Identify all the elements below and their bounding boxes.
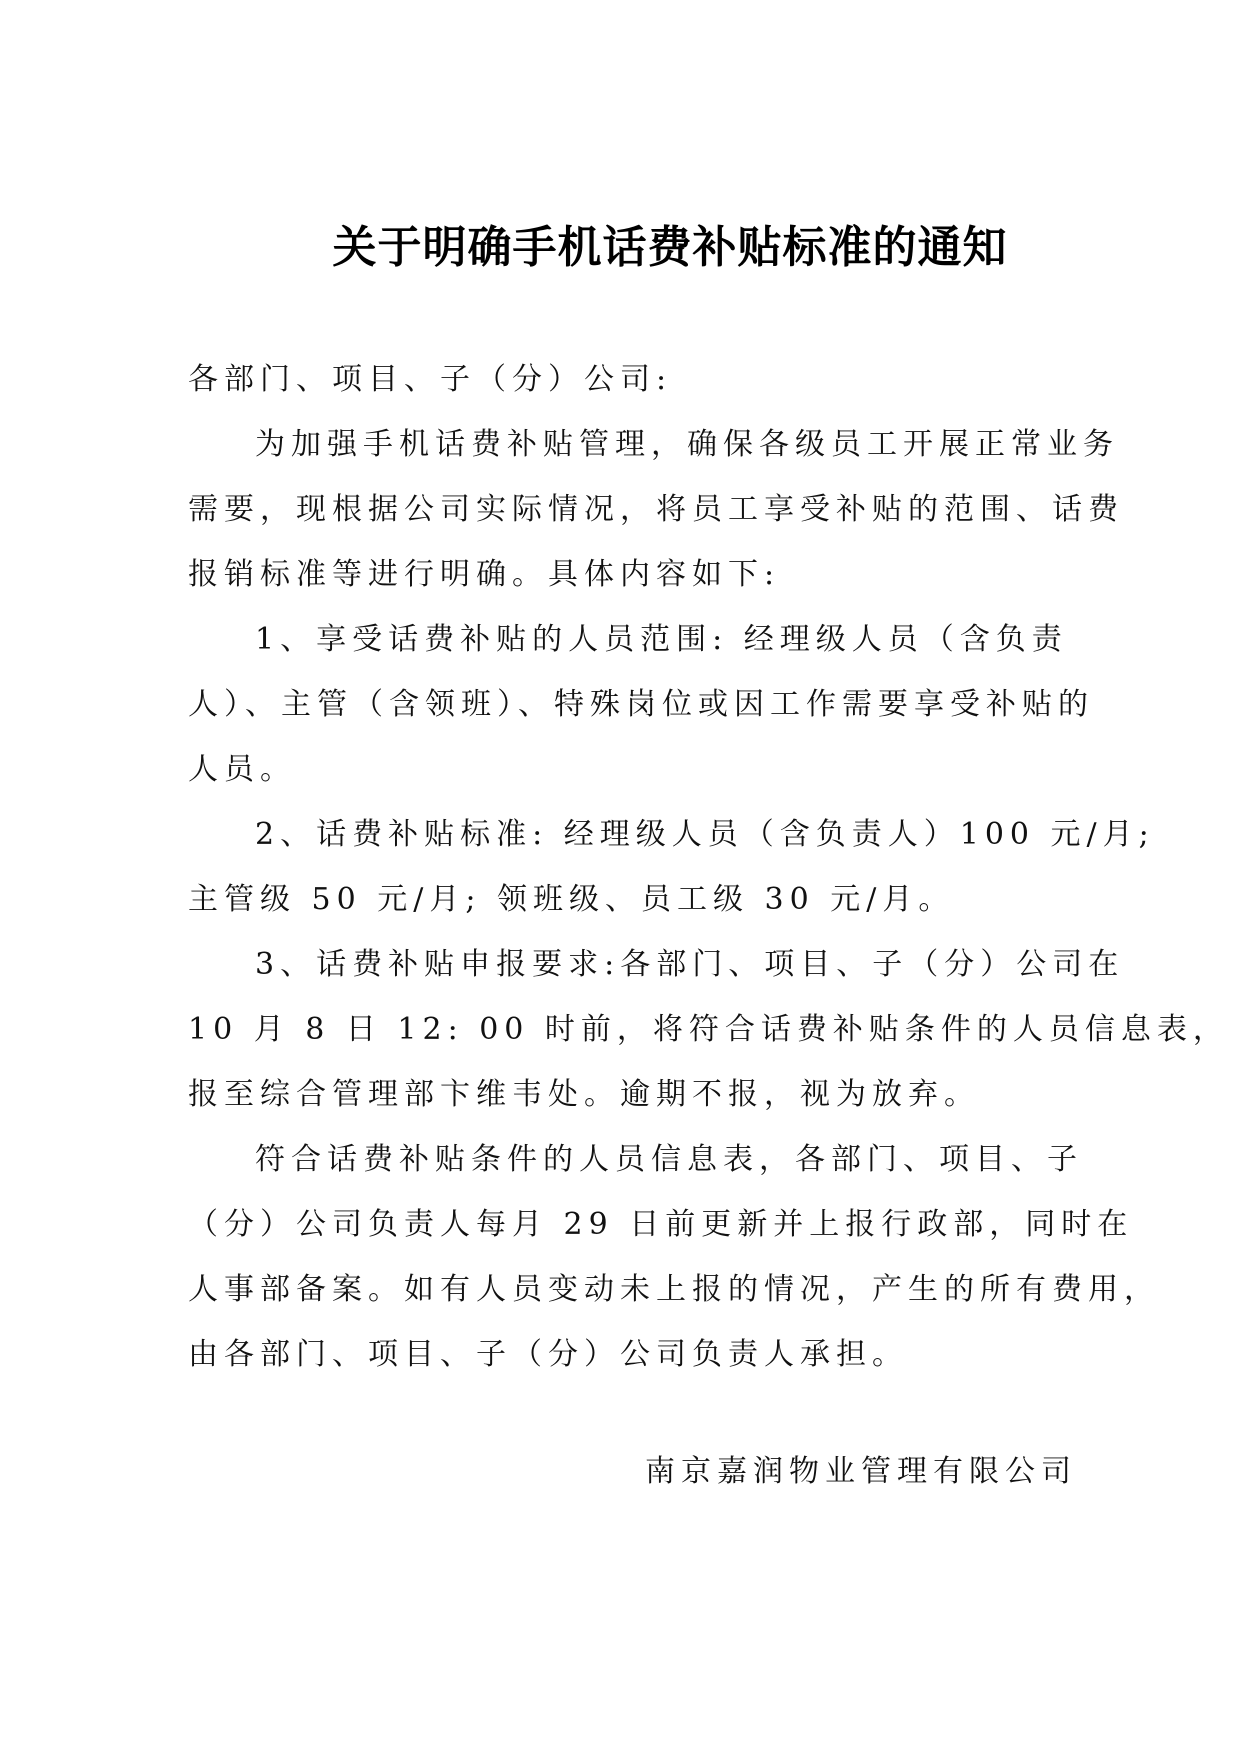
company-signature: 南京嘉润物业管理有限公司 bbox=[645, 1454, 1077, 1489]
body-line-4: 1、享受话费补贴的人员范围: 经理级人员（含负责 bbox=[255, 622, 1068, 657]
body-line-7: 2、话费补贴标准: 经理级人员（含负责人）100 元/月; bbox=[255, 817, 1155, 852]
body-line-11: 报至综合管理部卞维韦处。逾期不报，视为放弃。 bbox=[188, 1077, 980, 1112]
salutation: 各部门、项目、子（分）公司: bbox=[188, 362, 673, 397]
body-line-13: （分）公司负责人每月 29 日前更新并上报行政部，同时在 bbox=[188, 1207, 1134, 1242]
body-line-1: 为加强手机话费补贴管理，确保各级员工开展正常业务 bbox=[255, 427, 1119, 462]
body-line-8: 主管级 50 元/月; 领班级、员工级 30 元/月。 bbox=[188, 882, 955, 917]
body-line-3: 报销标准等进行明确。具体内容如下: bbox=[188, 557, 781, 592]
body-line-12: 符合话费补贴条件的人员信息表，各部门、项目、子 bbox=[255, 1142, 1083, 1177]
body-line-6: 人员。 bbox=[188, 752, 296, 787]
body-line-10: 10 月 8 日 12: 00 时前，将符合话费补贴条件的人员信息表， bbox=[188, 1012, 1229, 1047]
body-line-2: 需要，现根据公司实际情况，将员工享受补贴的范围、话费 bbox=[188, 492, 1124, 527]
document-title: 关于明确手机话费补贴标准的通知 bbox=[332, 222, 1008, 273]
body-line-14: 人事部备案。如有人员变动未上报的情况，产生的所有费用， bbox=[188, 1272, 1160, 1307]
body-line-5: 人）、主管（含领班）、特殊岗位或因工作需要享受补贴的 bbox=[188, 687, 1094, 722]
body-line-9: 3、话费补贴申报要求:各部门、项目、子（分）公司在 bbox=[255, 947, 1125, 982]
body-line-15: 由各部门、项目、子（分）公司负责人承担。 bbox=[188, 1337, 908, 1372]
